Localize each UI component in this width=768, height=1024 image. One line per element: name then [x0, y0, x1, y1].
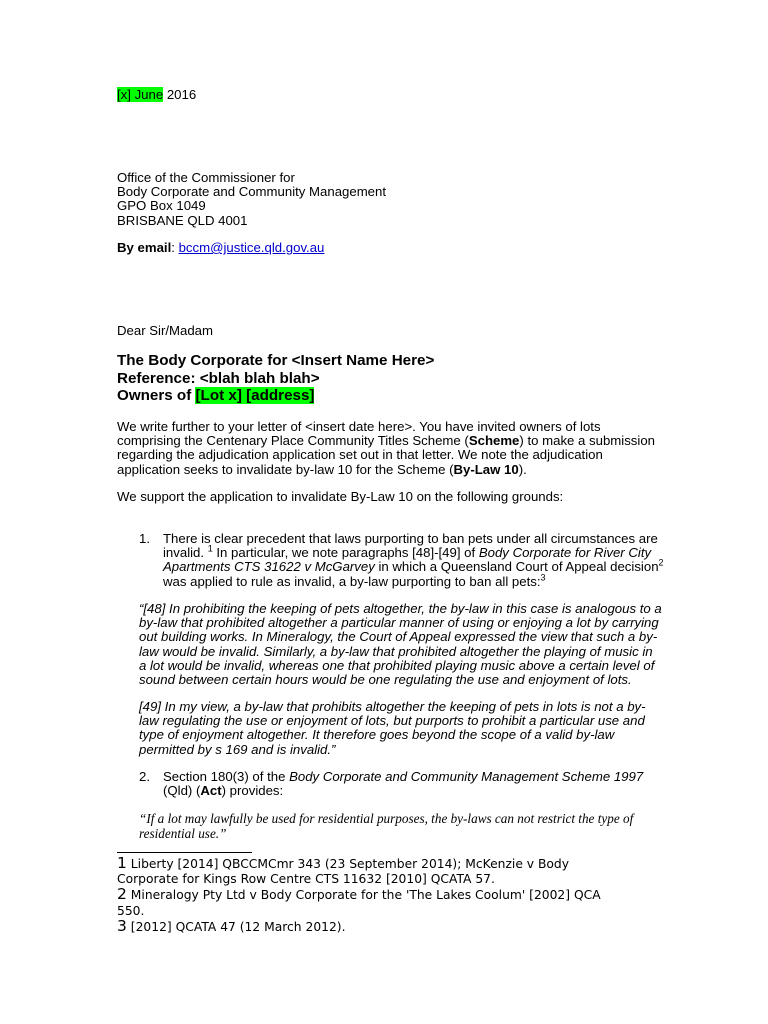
- item-2-line: Section 180(3) of the Body Corporate and Community Management Scheme 1997: [163, 769, 644, 784]
- footnote-ref: 3: [540, 572, 546, 583]
- address-line: Office of the Commissioner for: [117, 170, 295, 185]
- footnotes: [117, 856, 601, 935]
- quote-line: residential use.”: [139, 825, 227, 841]
- item-1-line: invalid. $^1$ In particular, we note paragraphs [48]-[49] of Body Corporate for River City: [163, 543, 652, 561]
- intro-line: We write further to your letter of <insert date here>. You have invited owners of lots: [117, 419, 601, 434]
- intro-line: comprising the Centenary Place Community Titles Scheme (Scheme) to make a submission: [117, 433, 655, 449]
- email-separator: :: [171, 240, 179, 255]
- item-2-text: [163, 770, 643, 798]
- footnote-number: 2: [117, 885, 127, 904]
- footnote-ref: 2: [658, 558, 664, 569]
- quote-line: law would be invalid. Similarly, a by-law that prohibited altogether the playing of music in: [139, 643, 653, 659]
- footnote-number: 3: [117, 916, 127, 935]
- quote-line: “[48] In prohibiting the keeping of pets altogether, the by-law in this case is analogous to a: [139, 601, 662, 616]
- address-line: GPO Box 1049: [117, 198, 206, 214]
- quote-line: a lot would be invalid, whereas one that prohibited playing music above a certain level of: [139, 657, 655, 673]
- footnote-2: 2 Mineralogy Pty Ltd v Body Corporate for the 'The Lakes Coolum' [2002] QCA 550.: [117, 885, 601, 918]
- item-number: 2.: [139, 769, 150, 784]
- footnote-separator: [117, 852, 252, 853]
- letter-date: [117, 88, 196, 102]
- item-1-text: [163, 532, 664, 589]
- intro-line: application seeks to invalidate by-law 10 for the Scheme (By-Law 10).: [117, 461, 527, 477]
- subject-headings: [117, 352, 434, 405]
- owners-highlight: [Lot x] [address]: [195, 387, 315, 404]
- email-label: By email: [117, 240, 172, 255]
- date-year: 2016: [163, 87, 197, 102]
- quote-line: type of enjoyment altogether. It therefore goes beyond the scope of a valid by-law: [139, 727, 615, 743]
- quote-paragraph-48: [139, 602, 662, 687]
- quote-paragraph-49: [139, 700, 646, 757]
- address-line: BRISBANE QLD 4001: [117, 212, 248, 228]
- quote-line: out building works. In Mineralogy, the Court of Appeal expressed the view that such a by-: [139, 629, 658, 645]
- quote-line: permitted by s 169 and is invalid.”: [139, 741, 336, 757]
- address-line: Body Corporate and Community Management: [117, 184, 387, 200]
- date-highlight: [x] June: [117, 87, 164, 102]
- item-number: 1.: [139, 531, 150, 546]
- quote-line: law regulating the use or enjoyment of lots, but purports to prohibit a particular use and: [139, 713, 645, 729]
- quote-line: “If a lot may lawfully be used for residential purposes, the by-laws can not restrict the type of: [139, 811, 634, 826]
- subject-line-owners: [117, 387, 434, 405]
- footnote-1: 1 Liberty [2014] QBCCMCmr 343 (23 September 2014); McKenzie v Body Corporate for Kings Row Centre CTS 11632 [2010] QCATA 57.: [117, 854, 570, 887]
- quote-line: sound between certain hours would be one regulating the use and enjoyment of lots.: [139, 672, 632, 688]
- footnote-3: 3 [2012] QCATA 47 (12 March 2012).: [117, 916, 346, 935]
- footnote-number: 1: [117, 854, 127, 872]
- item-2-line: (Qld) (Act) provides:: [163, 783, 284, 799]
- intro-paragraph: [117, 420, 655, 477]
- quote-section-180: [139, 812, 633, 841]
- owners-prefix: Owners of: [117, 387, 196, 404]
- item-1-line: was applied to rule as invalid, a by-law purporting to ban all pets:$^3$: [163, 572, 546, 589]
- subject-line-reference: Reference: <blah blah blah>: [117, 369, 320, 387]
- email-link[interactable]: bccm@justice.qld.gov.au: [178, 240, 325, 255]
- subject-line-body-corporate: The Body Corporate for <Insert Name Here>: [117, 352, 435, 369]
- quote-line: [49] In my view, a by-law that prohibits altogether the keeping of pets in lots is not a by-: [139, 699, 646, 714]
- support-sentence: We support the application to invalidate By-Law 10 on the following grounds:: [117, 489, 564, 504]
- recipient-address: [117, 171, 386, 228]
- intro-line: regarding the adjudication application set out in that letter. We note the adjudication: [117, 447, 603, 463]
- quote-line: by-law that prohibited altogether a particular manner of using or enjoying a lot by carrying: [139, 615, 659, 631]
- item-1-line: There is clear precedent that laws purporting to ban pets under all circumstances are: [163, 531, 658, 546]
- footnote-ref: 1: [207, 543, 213, 554]
- email-line: [117, 241, 324, 255]
- salutation: Dear Sir/Madam: [117, 323, 214, 338]
- item-1-line: Apartments CTS 31622 v McGarvey in which a Queensland Court of Appeal decision$^2$: [163, 558, 664, 575]
